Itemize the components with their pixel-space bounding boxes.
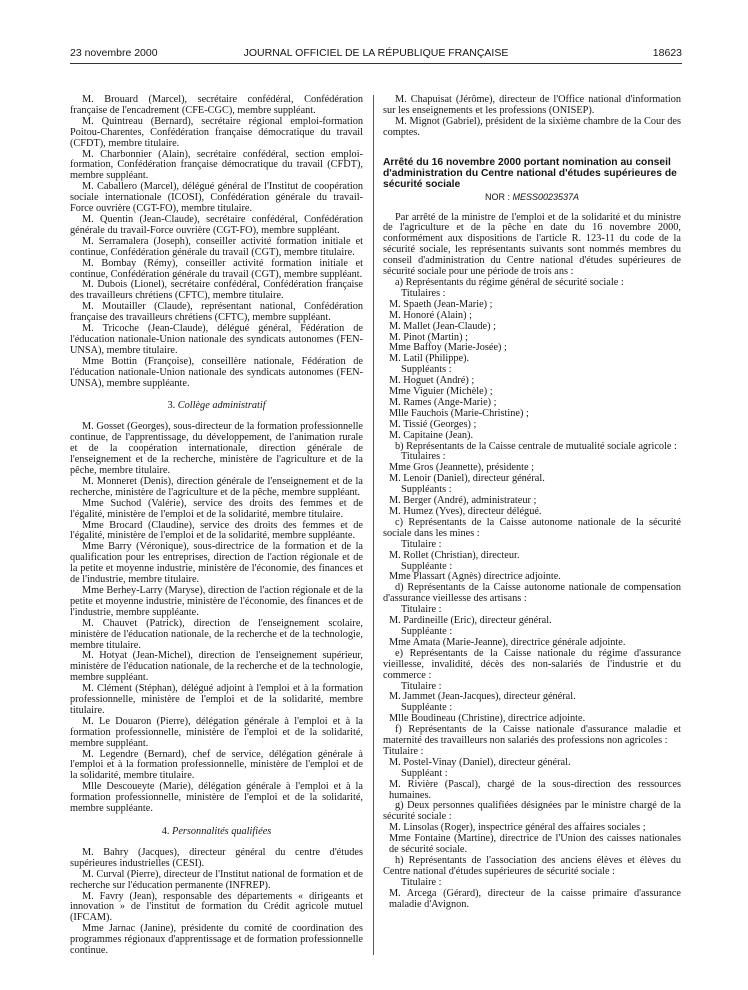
member-name: M. Capitaine (Jean). <box>389 429 474 441</box>
arrete-title: Arrêté du 16 novembre 2000 portant nomination au conseil d'administration du Centre national d'études supérieures de sécurité sociale <box>383 156 677 190</box>
appointment-entry: M. Serramalera (Joseph), conseiller activité formation initiale et continue, Confédération générale du travail (CGT), membre titulaire. <box>70 235 363 258</box>
member-name: Mlle Fauchois (Marie-Christine) ; <box>389 407 529 419</box>
appointment-entry: M. Chauvet (Patrick), direction de l'enseignement scolaire, ministère de l'éducation nationale, de la recherche et de la technologie, membre titulaire. <box>70 617 363 651</box>
section-title: Collège administratif <box>177 400 266 412</box>
member-name: Mme Baffoy (Marie-Josée) ; <box>389 342 507 354</box>
appointment-entry: M. Quentin (Jean-Claude), secrétaire confédéral, Confédération générale du travail-Force ouvrière (CGT-FO), membre suppléant. <box>70 213 363 236</box>
member-name: Mme Plassart (Agnès) directrice adjointe. <box>389 571 561 583</box>
appointment-entry: M. Le Douaron (Pierre), délégation générale à l'emploi et à la formation professionnelle, ministère de l'emploi et de la solidarité, membre suppléant. <box>70 715 363 749</box>
member-name: M. Linsolas (Roger), inspectrice général des affaires sociales ; <box>389 822 646 834</box>
member-name: M. Jammet (Jean-Jacques), directeur général. <box>389 691 576 703</box>
section-heading-personnalites <box>70 827 363 838</box>
role-label: Titulaire : <box>401 876 442 888</box>
role-label: Suppléants : <box>401 364 452 376</box>
member-name: Mme Amata (Marie-Jeanne), directrice générale adjointe. <box>389 636 626 648</box>
appointment-entry: Mme Berhey-Larry (Maryse), direction de l'action régionale et de la petite et moyenne industrie, ministère de l'économie, des finances et de l'industrie, membre suppléante. <box>70 584 363 618</box>
member-name: M. Hoguet (André) ; <box>389 375 475 387</box>
appointment-entry: M. Bahry (Jacques), directeur général du centre d'études supérieures industrielles (CESI). <box>70 846 363 869</box>
group-heading: a) Représentants du régime général de sécurité sociale : <box>395 276 624 288</box>
issue-date: 23 novembre 2000 <box>70 47 158 59</box>
member-name: M. Mallet (Jean-Claude) ; <box>389 320 496 332</box>
nor-label: NOR : <box>484 191 510 202</box>
member-name: M. Pardineille (Eric), directeur général. <box>389 615 552 627</box>
role-label: Titulaire : <box>401 538 442 550</box>
section-number: 3. <box>167 400 176 412</box>
role-label: Suppléant : <box>401 767 448 779</box>
group-heading: e) Représentants de la Caisse nationale du régime d'assurance vieillesse, invalidité, décès des non-salariés de l'industrie et du commerce : <box>383 647 681 681</box>
appointment-entry: M. Monneret (Denis), direction générale de l'enseignement et de la recherche, ministère de l'agriculture et de la pêche, membre suppléant. <box>70 475 363 498</box>
role-label: Suppléante : <box>401 560 453 572</box>
group-heading: h) Représentants de l'association des anciens élèves et élèves du Centre national d'études supérieures de sécurité sociale : <box>383 855 681 877</box>
member-name: M. Rames (Ange-Marie) ; <box>389 396 497 408</box>
appointment-entry: Mlle Descoueyte (Marie), délégation générale à l'emploi et à la formation professionnelle, ministère de l'emploi et de la solidarité, membre suppléante. <box>70 781 363 815</box>
nor-reference <box>383 192 681 203</box>
section-heading-college-administratif <box>70 401 363 412</box>
appointment-entry: M. Caballero (Marcel), délégué général de l'Institut de coopération sociale internationale (ICOSI), Confédération générale du travail-Force ouvrière (CGT-FO), membre titulaire. <box>70 181 363 215</box>
role-label: Suppléante : <box>401 702 453 714</box>
appointment-entry: M. Tricoche (Jean-Claude), délégué général, Fédération de l'éducation nationale-Union nationale des syndicats autonomes (FEN-UNSA), membre titulaire. <box>70 323 363 356</box>
appointment-entry: M. Favry (Jean), responsable des départements « dirigeants et innovation » de l'institut de formation du Crédit agricole mutuel (IFCAM). <box>70 890 363 924</box>
appointment-entry: M. Chapuisat (Jérôme), directeur de l'Office national d'information sur les enseignements et les professions (ONISEP). <box>383 94 681 116</box>
appointment-entry: M. Hotyat (Jean-Michel), direction de l'enseignement supérieur, ministère de l'éducation nationale, de la recherche et de la technologie, membre suppléant. <box>70 650 363 684</box>
role-label: Titulaire : <box>401 680 442 692</box>
member-name: M. Pinot (Martin) ; <box>389 331 468 343</box>
left-column <box>70 95 363 957</box>
role-label: Titulaires : <box>401 451 446 463</box>
role-label: Suppléants : <box>401 484 452 496</box>
member-name: Mme Gros (Jeannette), présidente ; <box>389 462 534 474</box>
group-heading: f) Représentants de la Caisse nationale d'assurance maladie et maternité des travailleurs non salariés des professions non agricoles : <box>383 724 681 747</box>
member-name: M. Humez (Yves), directeur délégué. <box>389 506 542 517</box>
appointment-entry: M. Gosset (Georges), sous-directeur de la formation professionnelle continue, de l'apprentissage, du développement, de l'animation rurale et de la coopération internationale, direction générale de l'enseignement et de la recherche, ministère de l'agriculture et de la pêche, membre titulaire. <box>70 421 363 476</box>
column-divider <box>373 95 374 955</box>
member-name: Mme Fontaine (Martine), directrice de l'Union des caisses nationales de sécurité sociale. <box>389 833 681 856</box>
member-name: M. Honoré (Alain) ; <box>389 309 472 321</box>
role-label: Titulaires : <box>401 287 446 299</box>
appointment-entry: M. Dubois (Lionel), secrétaire confédéral, Confédération française des travailleurs chrétiens (CFTC), membre titulaire. <box>70 279 363 302</box>
appointment-entry: M. Bombay (Rémy), conseiller activité formation initiale et continue, Confédération générale du travail (CGT), membre suppléant. <box>70 257 363 280</box>
group-heading: b) Représentants de la Caisse centrale de mutualité sociale agricole : <box>395 440 677 452</box>
page-number: 18623 <box>652 47 682 59</box>
appointment-entry: Mme Brocard (Claudine), service des droits des femmes et de l'égalité, ministère de l'emploi et de la solidarité, membre suppléante. <box>70 519 363 542</box>
preamble: Par arrêté de la ministre de l'emploi et de la solidarité et du ministre de l'agriculture et de la pêche en date du 16 novembre 2000, conformément aux dispositions de l'article R. 123-11 du code de la sécurité sociale, les représentants suivants sont nommés membres du conseil d'administration du Centre national d'études supérieures de sécurité sociale pour une période de trois ans : <box>383 211 681 278</box>
group-heading: g) Deux personnes qualifiées désignées par le ministre chargé de la sécurité sociale : <box>383 800 681 823</box>
section-number: 4. <box>161 826 170 837</box>
appointment-entry: M. Curval (Pierre), directeur de l'Institut national de formation et de recherche sur l'éducation permanente (INFREP). <box>70 868 363 891</box>
appointment-entry: Mme Bottin (Françoise), conseillère nationale, Fédération de l'éducation nationale-Union nationale des syndicats autonomes (FEN-UNSA), membre suppléante. <box>70 355 363 389</box>
role-label: Titulaire : <box>401 604 442 616</box>
member-name: M. Latil (Philippe). <box>389 353 470 365</box>
appointment-entry: Mme Barry (Véronique), sous-directrice de la formation et de la qualification pour les entreprises, direction de l'action régionale et de la petite et moyenne industrie, ministère de l'économie, des finances et de l'industrie, membre titulaire. <box>70 541 363 586</box>
page-header <box>70 47 682 61</box>
appointment-entry: M. Moutailler (Claude), représentant national, Confédération française des travailleurs chrétiens (CFTC), membre suppléant. <box>70 301 363 324</box>
member-name: M. Berger (André), administrateur ; <box>389 495 537 507</box>
member-name: M. Postel-Vinay (Daniel), directeur général. <box>389 756 571 768</box>
member-name: M. Rollet (Christian), directeur. <box>389 549 520 561</box>
member-name: M. Lenoir (Daniel), directeur général. <box>389 473 545 485</box>
appointment-entry: M. Legendre (Bernard), chef de service, délégation générale à l'emploi et à la formation professionnelle, ministère de l'emploi et de la solidarité, membre titulaire. <box>70 748 363 782</box>
group-heading: d) Représentants de la Caisse autonome nationale de compensation d'assurance vieillesse des artisans : <box>383 582 681 605</box>
role-label: Suppléante : <box>401 625 453 637</box>
appointment-entry: Mme Jarnac (Janine), présidente du comité de coordination des programmes régionaux d'apprentissage et de formation professionnelle continue. <box>70 923 363 957</box>
header-rule <box>70 63 682 64</box>
member-name: M. Rivière (Pascal), chargé de la sous-direction des ressources humaines. <box>389 778 681 801</box>
appointment-entry: M. Quintreau (Bernard), secrétaire régional emploi-formation Poitou-Charentes, Confédération française démocratique du travail (CFDT), membre titulaire. <box>70 115 363 149</box>
member-name: M. Arcega (Gérard), directeur de la caisse primaire d'assurance maladie d'Avignon. <box>389 887 681 910</box>
member-name: Mlle Boudineau (Christine), directrice adjointe. <box>389 713 586 725</box>
member-name: M. Tissié (Georges) ; <box>389 418 477 430</box>
appointment-entry: M. Clément (Stéphan), délégué adjoint à l'emploi et à la formation professionnelle, ministère de l'emploi et de la solidarité, membre titulaire. <box>70 683 363 716</box>
section-title: Personnalités qualifiées <box>172 826 272 837</box>
appointment-entry: M. Brouard (Marcel), secrétaire confédéral, Confédération française de l'encadrement (CFE-CGC), membre suppléant. <box>70 94 363 116</box>
appointment-entry: M. Mignot (Gabriel), président de la sixième chambre de la Cour des comptes. <box>383 115 681 138</box>
appointment-entry: M. Charbonnier (Alain), secrétaire confédéral, section emploi-formation, Confédération française démocratique du travail (CFDT), membre suppléant. <box>70 148 363 182</box>
right-column <box>383 95 681 911</box>
group-heading: c) Représentants de la Caisse autonome nationale de la sécurité sociale dans les mines : <box>383 516 681 539</box>
role-label: Titulaire : <box>383 745 424 757</box>
member-name: Mme Viguier (Michèle) ; <box>389 386 493 398</box>
member-name: M. Spaeth (Jean-Marie) ; <box>389 298 493 310</box>
nor-code: MESS0023537A <box>512 191 580 202</box>
appointment-entry: Mme Suchod (Valérie), service des droits des femmes et de l'égalité, ministère de l'emploi et de la solidarité, membre titulaire. <box>70 497 363 520</box>
journal-title: JOURNAL OFFICIEL DE LA RÉPUBLIQUE FRANÇAISE <box>243 47 509 59</box>
